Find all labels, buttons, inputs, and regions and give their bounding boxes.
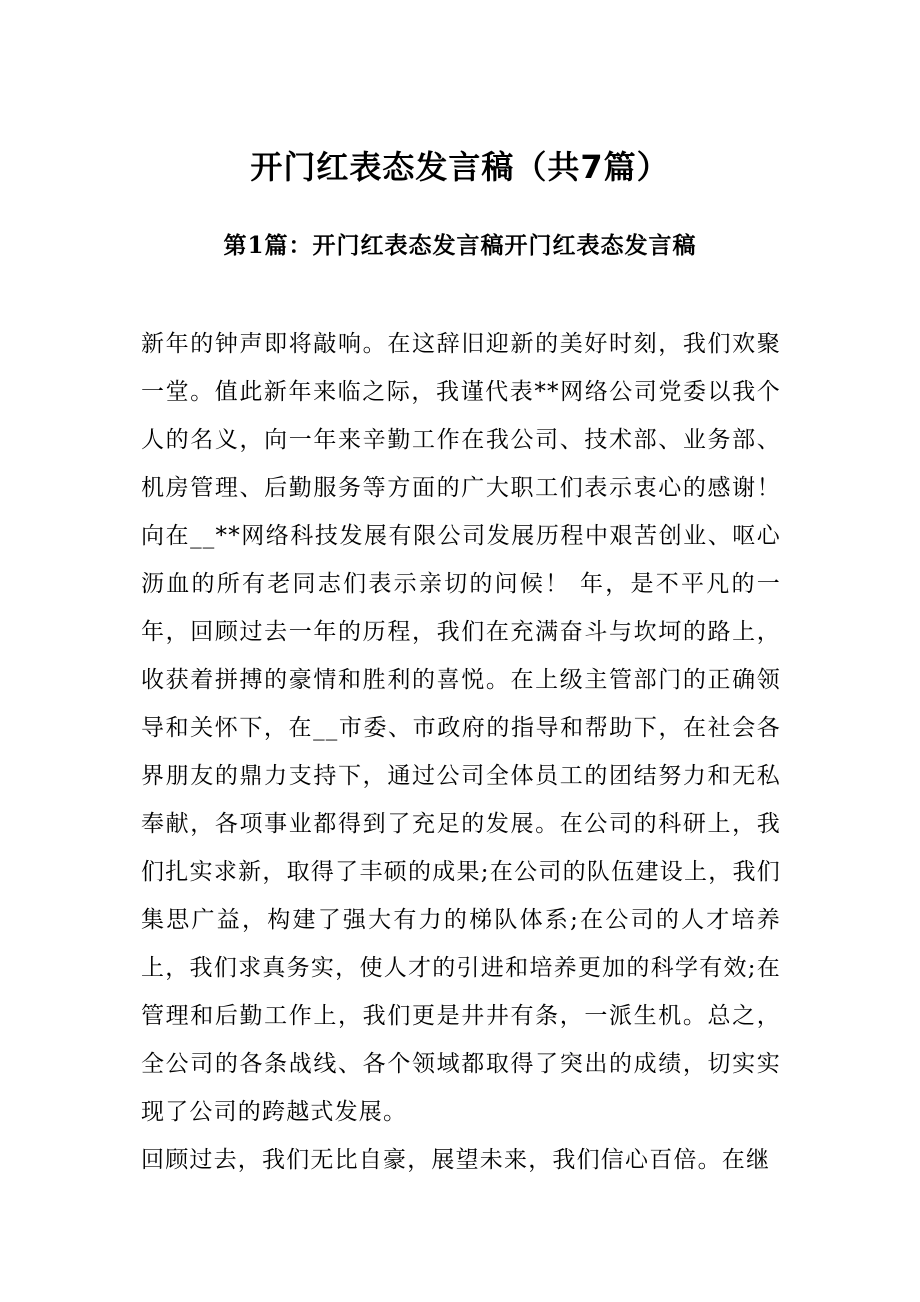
document-subtitle: 第1篇：开门红表态发言稿开门红表态发言稿 [223, 232, 697, 259]
document-title: 开门红表态发言稿（共7篇） [250, 148, 670, 186]
document-body [141, 320, 781, 1184]
body-paragraph-2: 回顾过去，我们无比自豪，展望未来，我们信心百倍。在继 [141, 1147, 771, 1173]
body-paragraph-1: 新年的钟声即将敲响。在这辞旧迎新的美好时刻，我们欢聚一堂。值此新年来临之际，我谨代表**网络公司党委以我个人的名义，向一年来辛勤工作在我公司、技术部、业务部、机房管理、后勤服务等方面的广大职工们表示衷心的感谢！向在__**网络科技发展有限公司发展历程中艰苦创业、呕心沥血的所有老同志们表示亲切的问候！ 年，是不平凡的一年，回顾过去一年的历程，我们在充满奋斗与坎坷的路上，收获着拼搏的豪情和胜利的喜悦。在上级主管部门的正确领导和关怀下，在__市委、市政府的指导和帮助下，在社会各界朋友的鼎力支持下，通过公司全体员工的团结努力和无私奉献，各项事业都得到了充足的发展。在公司的科研上，我们扎实求新，取得了丰硕的成果;在公司的队伍建设上，我们集思广益，构建了强大有力的梯队体系;在公司的人才培养上，我们求真务实，使人才的引进和培养更加的科学有效;在管理和后勤工作上，我们更是井井有条，一派生机。总之，全公司的各条战线、各个领域都取得了突出的成绩，切实实现了公司的跨越式发展。 [141, 331, 781, 1125]
